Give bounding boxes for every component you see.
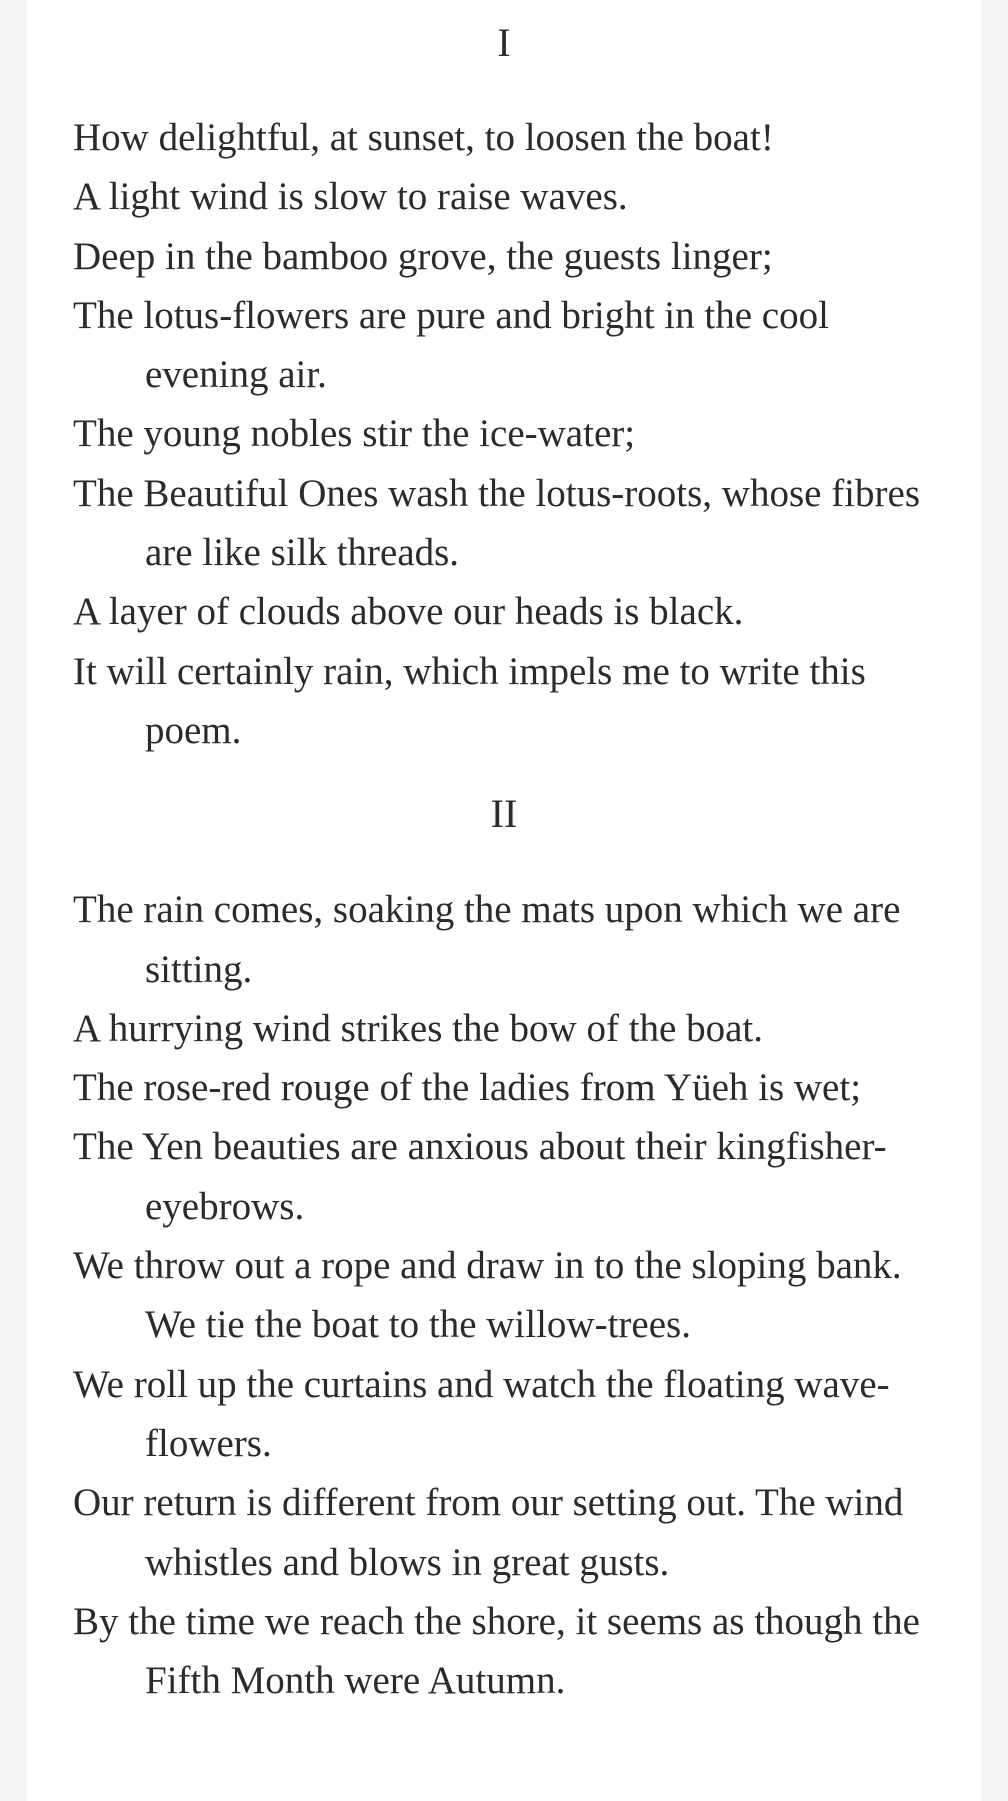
poem-line: The rain comes, soaking the mats upon which we are sitting. [73,888,901,991]
poem-line: How delightful, at sunset, to loosen the boat! [73,116,774,159]
poem-line: The young nobles stir the ice-water; [73,412,636,456]
poem-line: Our return is different from our setting out. The wind whistles and blows in great gusts. [73,1481,904,1584]
poem-line: Deep in the bamboo grove, the guests linger; [73,234,773,278]
poem-line: By the time we reach the shore, it seems as though the Fifth Month were Autumn. [73,1599,920,1703]
poem-line: The Yen beauties are anxious about their kingfisher-eyebrows. [73,1125,887,1228]
poem-line: It will certainly rain, which impels me to write this poem. [73,649,866,752]
poem-line: We roll up the curtains and watch the floating wave-flowers. [73,1362,890,1465]
poem-line: The rose-red rouge of the ladies from Yüeh is wet; [73,1066,862,1110]
section-heading-1: I [497,20,511,65]
poem-page [27,0,981,1801]
poem-line: A layer of clouds above our heads is black. [73,590,744,634]
poem-line: We throw out a rope and draw in to the sloping bank. We tie the boat to the willow-trees. [73,1244,902,1347]
poem-line: The Beautiful Ones wash the lotus-roots, whose fibres are like silk threads. [73,471,920,575]
poem-line: The lotus-flowers are pure and bright in the cool evening air. [73,293,829,397]
poem-line: A light wind is slow to raise waves. [73,175,628,219]
poem-line: A hurrying wind strikes the bow of the boat. [73,1006,763,1050]
stanza-2 [73,880,935,1710]
section-heading-2: II [490,791,518,837]
stanza-1 [73,108,935,760]
